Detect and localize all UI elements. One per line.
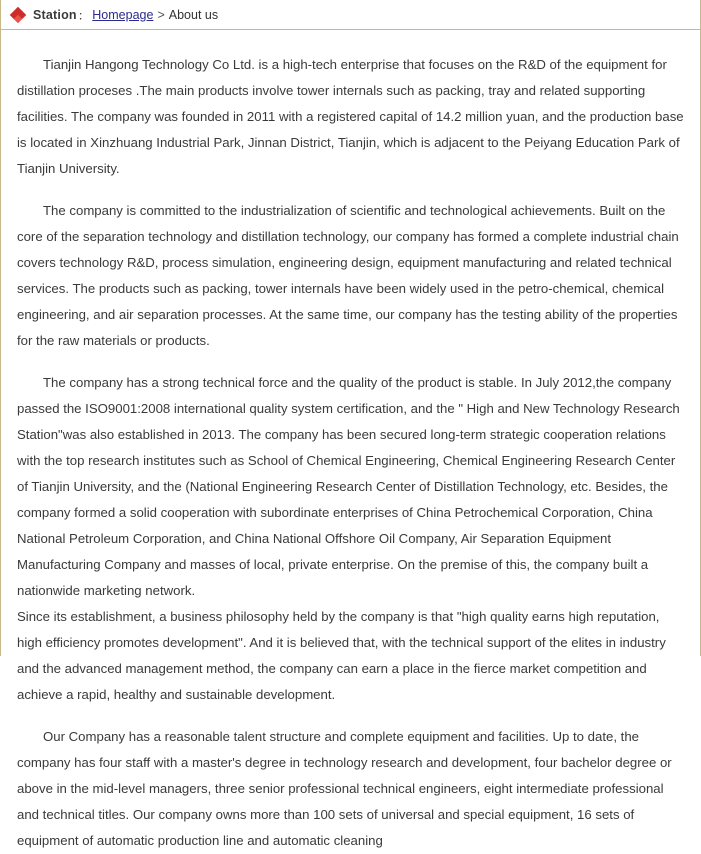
article-paragraph: The company has a strong technical force and the quality of the product is stable. In July 2012,the company passed the ISO9001:2008 international quality system certification, and the " High and New Technology Research Station"was also established in 2013. The company has been secured long-term strategic cooperation relations with the top research institutes such as School of Chemical Engineering, Chemical Engineering Research Center of Tianjin University, and the (National Engineering Research Center of Distillation Technology, etc. Besides, the company formed a solid cooperation with subordinate enterprises of China Petrochemical Corporation, China National Petroleum Corporation, and China National Offshore Oil Company, Air Separation Equipment Manufacturing Company and masses of local, private enterprise. On the premise of this, the company built a nationwide marketing network.: [17, 375, 680, 598]
article-paragraph: The company is committed to the industrialization of scientific and technological achievements. Built on the core of the separation technology and distillation technology, our company has formed a complete industrial chain covers technology R&D, process simulation, engineering design, equipment manufacturing and related technical services. The products such as packing, tower internals have been widely used in the petro-chemical, chemical engineering, and air separation processes. At the same time, our company has the testing ability of the properties for the raw materials or products.: [17, 203, 679, 348]
breadcrumb-separator: >: [157, 7, 165, 22]
breadcrumb-link-homepage[interactable]: Homepage: [92, 7, 154, 22]
article-paragraph: Since its establishment, a business philosophy held by the company is that "high quality earns high reputation, high efficiency promotes development". And it is believed that, with the technical support of the elites in industry and the advanced management method, the company can earn a place in the fierce market competition and achieve a rapid, healthy and sustainable development.: [17, 609, 666, 702]
article-paragraph: Our Company has a reasonable talent structure and complete equipment and facilities. Up to date, the company has four staff with a master's degree in technology research and development, four bachelor degree or above in the mid-level managers, three senior professional technical engineers, eight intermediate professional and technical titles. Our company owns more than 100 sets of universal and special equipment, 16 sets of equipment of automatic production line and automatic cleaning: [17, 729, 672, 848]
breadcrumb-colon: ：: [77, 8, 91, 23]
breadcrumb: [1, 0, 700, 30]
diamond-bullet-icon: [11, 8, 25, 22]
breadcrumb-label: Station: [33, 7, 77, 22]
article-body: [1, 30, 700, 854]
breadcrumb-current-page: About us: [168, 7, 219, 22]
article-paragraph: Tianjin Hangong Technology Co Ltd. is a high-tech enterprise that focuses on the R&D of the equipment for distillation proceses .The main products involve tower internals such as packing, tray and related supporting facilities. The company was founded in 2011 with a registered capital of 14.2 million yuan, and the production base is located in Xinzhuang Industrial Park, Jinnan District, Tianjin, which is adjacent to the Peiyang Education Park of Tianjin University.: [17, 57, 684, 176]
